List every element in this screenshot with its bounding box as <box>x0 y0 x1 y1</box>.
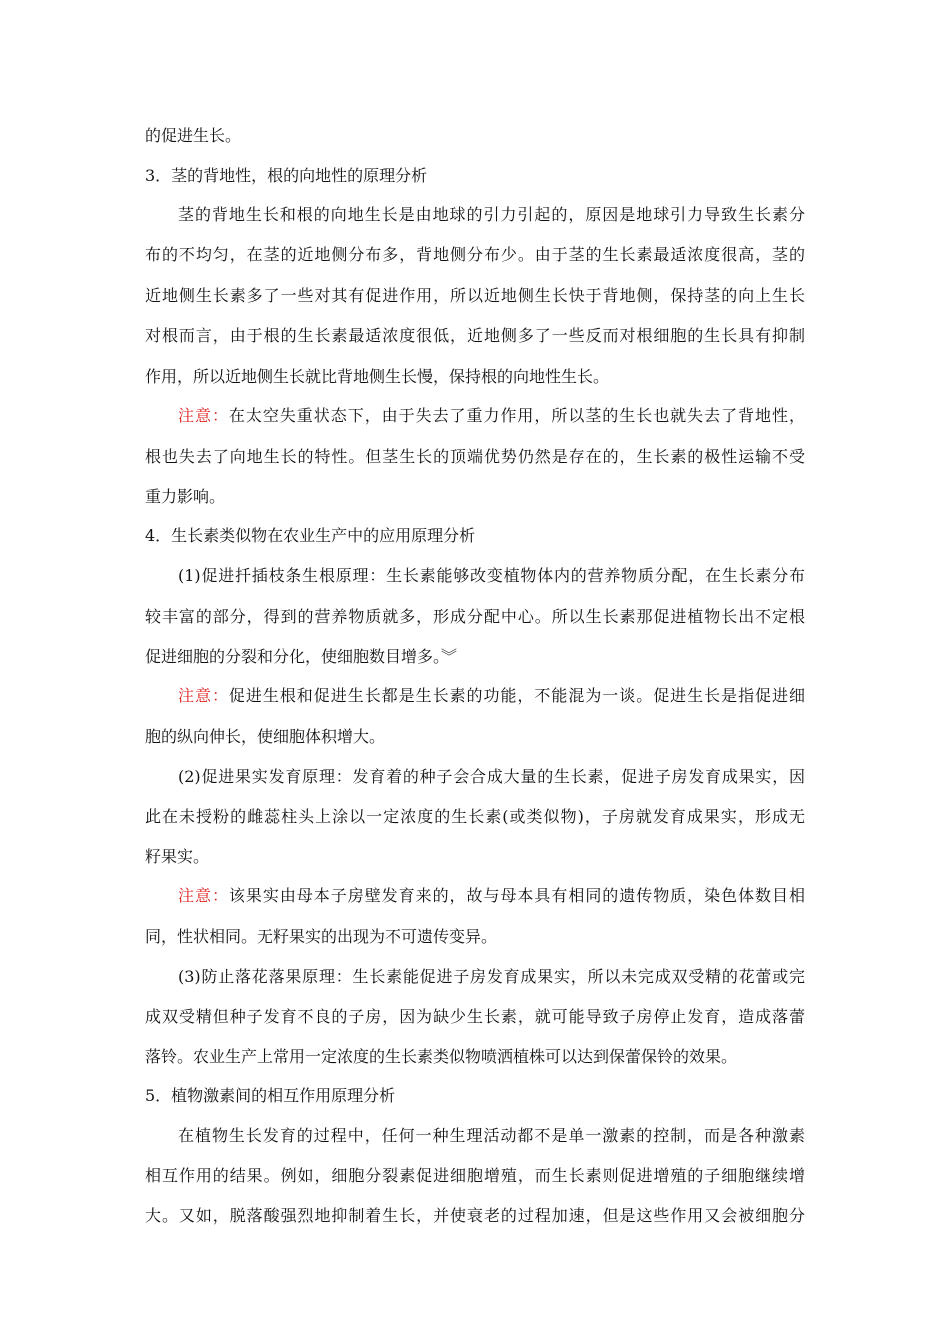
paragraph-line: (1)促进扦插枝条生根原理：生长素能够改变植物体内的营养物质分配，在生长素分布 <box>178 566 805 585</box>
note-line: 注意：该果实由母本子房壁发育来的，故与母本具有相同的遗传物质，染色体数目相 <box>178 886 805 905</box>
paragraph-line: 促进细胞的分裂和分化，使细胞数目增多。︾ <box>145 647 458 666</box>
paragraph-line: 较丰富的部分，得到的营养物质就多，形成分配中心。所以生长素那促进植物长出不定根 <box>145 607 805 626</box>
paragraph-line: 籽果实。 <box>145 847 210 866</box>
paragraph-line: 茎的背地生长和根的向地生长是由地球的引力引起的，原因是地球引力导致生长素分 <box>178 205 805 224</box>
paragraph-line: (2)促进果实发育原理：发育着的种子会合成大量的生长素，促进子房发育成果实，因 <box>178 767 805 786</box>
paragraph-line: 近地侧生长素多了一些对其有促进作用，所以近地侧生长快于背地侧，保持茎的向上生长 <box>145 286 805 305</box>
paragraph-line: 同，性状相同。无籽果实的出现为不可遗传变异。 <box>145 927 498 946</box>
section-heading-5: 5．植物激素间的相互作用原理分析 <box>145 1086 396 1105</box>
paragraph-line: 胞的纵向伸长，使细胞体积增大。 <box>145 727 386 746</box>
text-line: 的促进生长。 <box>145 126 242 145</box>
note-line: 注意：促进生根和促进生长都是生长素的功能，不能混为一谈。促进生长是指促进细 <box>178 686 805 705</box>
paragraph-line: 在植物生长发育的过程中，任何一种生理活动都不是单一激素的控制，而是各种激素 <box>178 1126 805 1145</box>
section-heading-3: 3．茎的背地性，根的向地性的原理分析 <box>145 166 428 185</box>
note-label: 注意： <box>178 406 229 425</box>
note-line: 注意：在太空失重状态下，由于失去了重力作用，所以茎的生长也就失去了背地性， <box>178 406 805 425</box>
section-heading-4: 4．生长素类似物在农业生产中的应用原理分析 <box>145 526 476 545</box>
paragraph-line: 落铃。农业生产上常用一定浓度的生长素类似物喷洒植株可以达到保蕾保铃的效果。 <box>145 1047 738 1066</box>
paragraph-line: 根也失去了向地生长的特性。但茎生长的顶端优势仍然是存在的，生长素的极性运输不受 <box>145 447 805 466</box>
paragraph-line: 布的不均匀，在茎的近地侧分布多，背地侧分布少。由于茎的生长素最适浓度很高，茎的 <box>145 245 805 264</box>
paragraph-line: 相互作用的结果。例如，细胞分裂素促进细胞增殖，而生长素则促进增殖的子细胞继续增 <box>145 1166 805 1185</box>
paragraph-line: 此在未授粉的雌蕊柱头上涂以一定浓度的生长素(或类似物)，子房就发育成果实，形成无 <box>145 807 805 826</box>
paragraph-line: 大。又如，脱落酸强烈地抑制着生长，并使衰老的过程加速，但是这些作用又会被细胞分 <box>145 1206 805 1225</box>
paragraph-line: (3)防止落花落果原理：生长素能促进子房发育成果实，所以未完成双受精的花蕾或完 <box>178 967 805 986</box>
note-label: 注意： <box>178 886 229 905</box>
paragraph-line: 重力影响。 <box>145 487 226 506</box>
paragraph-line: 作用，所以近地侧生长就比背地侧生长慢，保持根的向地性生长。 <box>145 367 610 386</box>
paragraph-line: 成双受精但种子发育不良的子房，因为缺少生长素，就可能导致子房停止发育，造成落蕾 <box>145 1007 805 1026</box>
note-label: 注意： <box>178 686 229 705</box>
paragraph-line: 对根而言，由于根的生长素最适浓度很低，近地侧多了一些反而对根细胞的生长具有抑制 <box>145 326 805 345</box>
